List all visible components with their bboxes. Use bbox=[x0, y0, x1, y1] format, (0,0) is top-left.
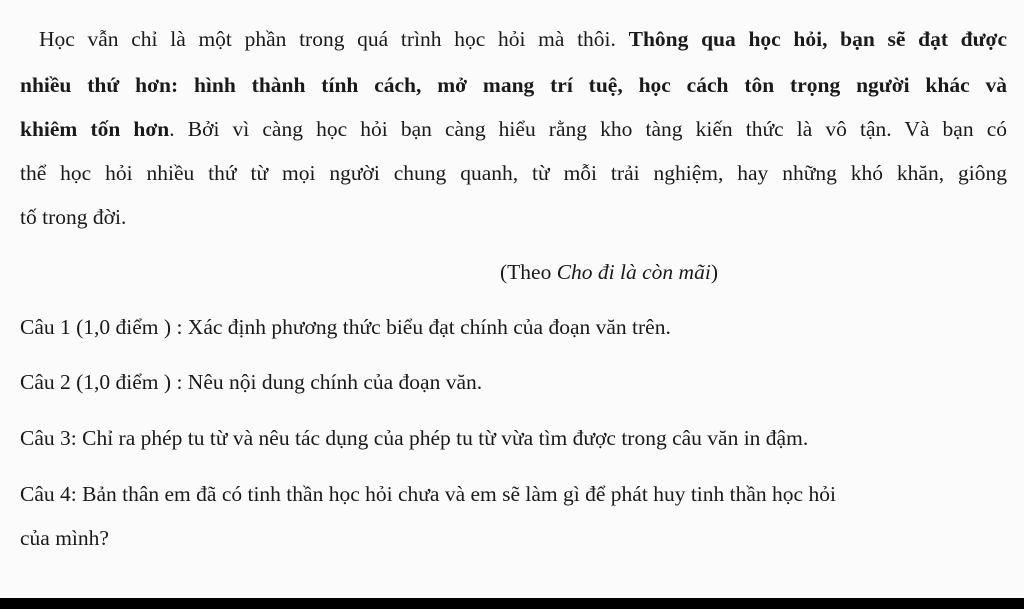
passage-line-4 bbox=[20, 163, 1007, 185]
question-1: Câu 1 (1,0 điểm ) : Xác định phương thức biểu đạt chính của đoạn văn trên. bbox=[20, 315, 671, 339]
passage-line-5 bbox=[20, 207, 126, 229]
bottom-black-bar bbox=[0, 598, 1024, 609]
passage-line-2-bold: nhiều thứ hơn: hình thành tính cách, mở mang trí tuệ, học cách tôn trọng người khác và bbox=[20, 73, 1007, 97]
passage-line-3-bold: khiêm tốn hơn bbox=[20, 117, 170, 141]
question-4-line-1: Câu 4: Bản thân em đã có tinh thần học hỏi chưa và em sẽ làm gì để phát huy tinh thần học hỏi bbox=[20, 482, 836, 506]
passage-line-1-bold: Thông qua học hỏi, bạn sẽ đạt được bbox=[628, 27, 1007, 51]
passage-line-1-normal: Học vẫn chỉ là một phần trong quá trình học hỏi mà thôi. bbox=[39, 27, 629, 51]
passage-line-1 bbox=[20, 29, 1007, 51]
question-3: Câu 3: Chỉ ra phép tu từ và nêu tác dụng của phép tu từ vừa tìm được trong câu văn in đậm. bbox=[20, 426, 809, 450]
passage-line-3 bbox=[20, 119, 1007, 141]
question-2: Câu 2 (1,0 điểm ) : Nêu nội dung chính của đoạn văn. bbox=[20, 370, 483, 394]
source-suffix: ) bbox=[710, 260, 718, 284]
source-prefix: (Theo bbox=[500, 260, 557, 284]
source-title: Cho đi là còn mãi bbox=[556, 260, 711, 284]
passage-line-4-text: thể học hỏi nhiều thứ từ mọi người chung quanh, từ mỗi trải nghiệm, hay những khó khăn, giông bbox=[20, 161, 1007, 185]
passage-line-5-text: tố trong đời. bbox=[20, 205, 127, 229]
passage-line-2 bbox=[20, 75, 1007, 97]
question-4-line-2: của mình? bbox=[20, 526, 109, 550]
source-citation bbox=[500, 262, 718, 284]
passage-line-3-normal: . Bởi vì càng học hỏi bạn càng hiểu rằng kho tàng kiến thức là vô tận. Và bạn có bbox=[169, 117, 1008, 141]
